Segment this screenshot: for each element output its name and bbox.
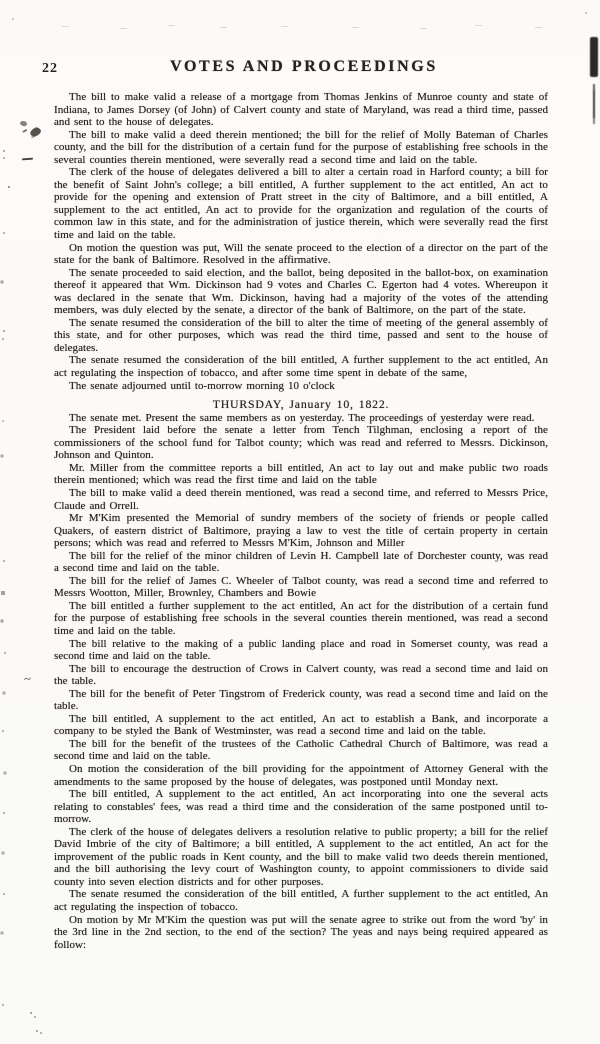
paragraph: The senate resumed the consideration of the bill to alter the time of meeting of the general assembly of this state, and for other purposes, which was read the third time, passed and sent to the house of delegates. <box>54 316 548 354</box>
paragraph: The clerk of the house of delegates delivers a resolution relative to public property; a bill for the relief David Imbrie of the city of Baltimore; a bill entitled, A supplement to the act entitled, An act for the improvement of the public roads in Kent county, and the bill to make valid two deeds therein mentioned, and the bill authorising the levy court of Washington county, to appoint commissioners to divide said county into seven election districts and for other purposes. <box>54 825 548 888</box>
paragraph: The bill entitled, A supplement to the act entitled, An act incorporating into one the several acts relating to constables' fees, was read a third time and the consideration of the same postponed until to-morrow. <box>54 788 548 826</box>
paragraph: The senate resumed the consideration of the bill entitled, A further supplement to the act entitled, An act regulating the inspection of tobacco, and after some time spent in debate of the same, <box>54 354 548 380</box>
paragraph: The President laid before the senate a letter from Tench Tilghman, enclosing a report of the commissioners of the school fund for Talbot county; which was read and referred to Messrs. Dickinson, Johnson and Quinton. <box>54 424 548 462</box>
paragraph: The bill for the benefit of the trustees of the Catholic Cathedral Church of Baltimore, was read a second time and laid on the table. <box>54 737 548 763</box>
margin-mark: ~ <box>23 670 32 687</box>
paragraph: Mr M'Kim presented the Memorial of sundry members of the society of friends or people called Quakers, of eastern district of Baltimore, praying a law to vest the title of certain property in certain persons; which was read and referred to Messrs M'Kim, Johnson and Miller <box>54 512 548 550</box>
paragraph: The bill to make valid a release of a mortgage from Thomas Jenkins of Munroe county and state of Indiana, to James Dorsey (of John) of Calvert county and state of Maryland, was read a third time, passed and sent to the house of delegates. <box>54 91 548 129</box>
page-number: 22 <box>42 61 58 76</box>
paragraph: On motion by Mr M'Kim the question was put will the senate agree to strike out from the word 'by' in the 3rd line in the 2nd section, to the end of the section? The yeas and nays being required appeared as follow: <box>54 913 548 951</box>
margin-mark <box>22 158 33 160</box>
paragraph: The bill for the relief of the minor children of Levin H. Campbell late of Dorchester county, was read a second time and laid on the table. <box>54 549 548 575</box>
date-heading: THURSDAY, January 10, 1822. <box>212 397 390 412</box>
page-title: VOTES AND PROCEEDINGS <box>170 58 438 75</box>
paragraph: On motion the question was put, Will the senate proceed to the election of a director on the part of the state for the bank of Baltimore. Resolved in the affirmative. <box>54 241 548 267</box>
ink-blot <box>18 120 44 140</box>
scan-edge-artifact <box>590 37 598 77</box>
paragraph: The senate adjourned until to-morrow morning 10 o'clock <box>69 379 335 392</box>
page-masthead <box>0 58 600 84</box>
paragraph: The clerk of the house of delegates delivered a bill to alter a certain road in Harford county; a bill for the benefit of Saint John's college; a bill entitled, A further supplement to the act entitled, An act to provide for the opening and extension of Pratt street in the city of Baltimore, and a bill entitled, A supplement to the act entitled, An act to provide for the organization and regulation of the courts of common law in this state, and for the administration of justice therein, which were severally read the first time and laid on the table. <box>54 166 548 242</box>
paragraph: The bill for the relief of James C. Wheeler of Talbot county, was read a second time and referred to Messrs Wootton, Miller, Brownley, Chambers and Bowie <box>54 574 548 600</box>
paragraph: The bill to encourage the destruction of Crows in Calvert county, was read a second time and laid on the table. <box>54 662 548 688</box>
paragraph: The senate met. Present the same members as on yesterday. The proceedings of yesterday were read. <box>69 411 535 424</box>
paragraph: The bill entitled, A supplement to the act entitled, An act to establish a Bank, and incorporate a company to be styled the Bank of Westminster, was read a second time and laid on the table. <box>54 712 548 738</box>
paragraph: The senate proceeded to said election, and the ballot, being deposited in the ballot-box, on examination thereof it appeared that Wm. Dickinson had 9 votes and Charles C. Egerton had 4 votes. Whereupon it was declared in the senate that Wm. Dickinson, having had a majority of the votes of the attending members, was duly elected by the senate, a director of the bank of Baltimore, on the part of the state. <box>54 266 548 317</box>
paragraph: The bill for the benefit of Peter Tingstrom of Frederick county, was read a second time and laid on the table. <box>54 687 548 713</box>
paragraph: The bill to make valid a deed therein mentioned; the bill for the relief of Molly Bateman of Charles county, and the bill for the distribution of a certain fund for the purpose of establishing free schools in the several counties therein mentioned, were severally read a second time and laid on the table. <box>54 128 548 166</box>
paragraph: The bill entitled a further supplement to the act entitled, An act for the distribution of a certain fund for the purpose of establishing free schools in the several counties therein mentioned, was read a second time and laid on the table. <box>54 599 548 637</box>
paragraph: Mr. Miller from the committee reports a bill entitled, An act to lay out and make public two roads therein mentioned; which was read the first time and laid on the table <box>54 461 548 487</box>
paragraph: The bill relative to the making of a public landing place and road in Somerset county, was read a second time and laid on the table. <box>54 637 548 663</box>
page-body <box>54 91 548 951</box>
scan-specks <box>0 0 2 2</box>
paragraph: On motion the consideration of the bill providing for the appointment of Attorney General with the amendments to the same proposed by the house of delegates, was postponed until Monday next. <box>54 762 548 788</box>
paragraph: The senate resumed the consideration of the bill entitled, A further supplement to the act entitled, An act regulating the inspection of tobacco. <box>54 888 548 913</box>
paragraph: The bill to make valid a deed therein mentioned, was read a second time, and referred to Messrs Price, Claude and Orrell. <box>54 486 548 512</box>
